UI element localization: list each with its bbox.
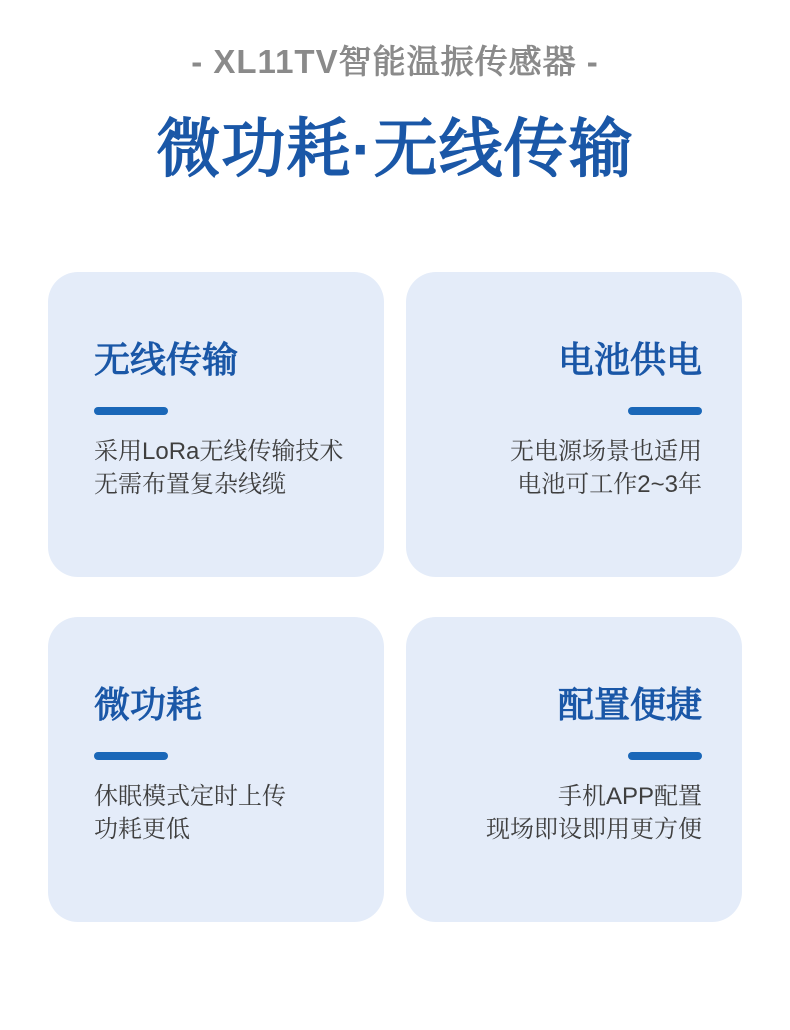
card-title: 无线传输 <box>94 339 239 380</box>
title-underline <box>94 407 168 415</box>
feature-card-easy-config <box>406 617 742 922</box>
feature-card-low-power <box>48 617 384 922</box>
card-description <box>446 780 702 846</box>
feature-card-wireless <box>48 272 384 577</box>
page-title: 微功耗·无线传输 <box>156 113 634 185</box>
card-description <box>446 435 702 501</box>
card-description <box>94 780 344 846</box>
card-text-line: 无需布置复杂线缆 <box>94 471 286 499</box>
title-underline <box>628 752 702 760</box>
card-text-line: 手机APP配置 <box>557 783 702 811</box>
card-text-line: 电池可工作2~3年 <box>517 471 702 499</box>
card-text-line: 休眠模式定时上传 <box>94 783 286 811</box>
card-text-line: 现场即设即用更方便 <box>486 816 702 844</box>
title-underline <box>628 407 702 415</box>
card-title: 配置便捷 <box>557 684 702 725</box>
card-description <box>94 435 344 501</box>
card-text-line: 功耗更低 <box>94 816 190 844</box>
feature-card-battery <box>406 272 742 577</box>
card-title: 电池供电 <box>557 339 702 380</box>
title-underline <box>94 752 168 760</box>
product-model-subtitle: - XL11TV智能温振传感器 - <box>191 43 599 80</box>
feature-card-grid <box>48 272 742 922</box>
card-title: 微功耗 <box>94 684 203 725</box>
card-text-line: 无电源场景也适用 <box>510 438 702 466</box>
card-text-line: 采用LoRa无线传输技术 <box>94 438 344 466</box>
